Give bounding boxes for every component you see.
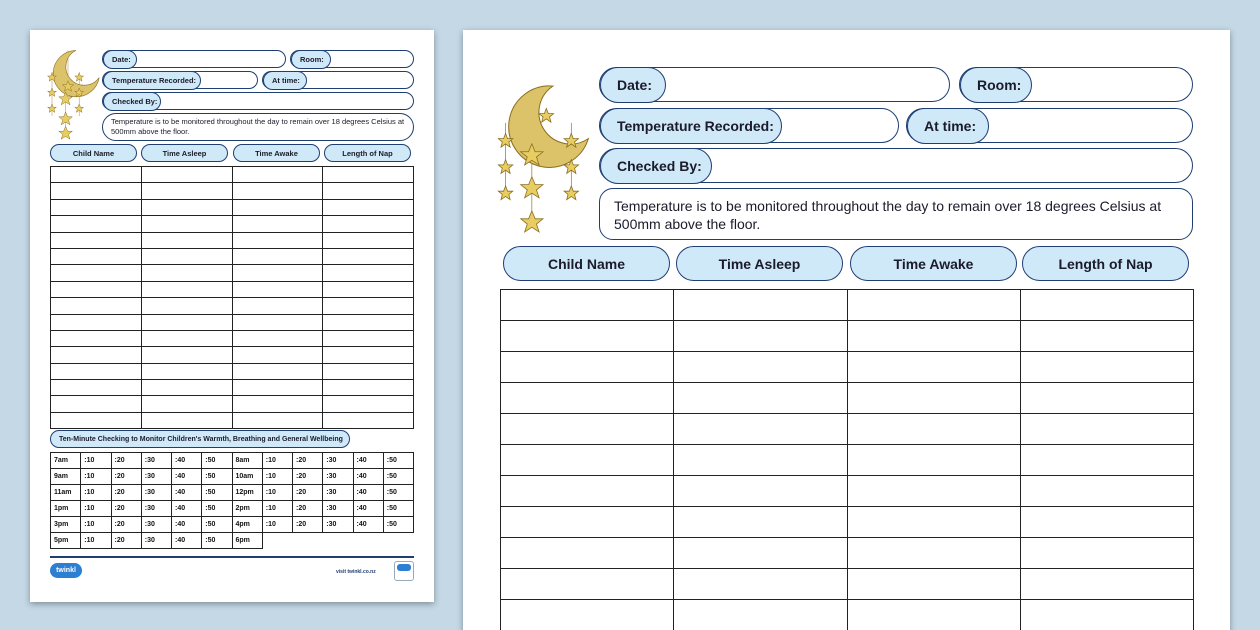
moon-stars-icon xyxy=(499,64,591,254)
table-cell[interactable] xyxy=(232,412,323,428)
time-cell[interactable]: :30 xyxy=(141,453,171,469)
table-cell[interactable] xyxy=(674,600,847,630)
time-cell[interactable]: :50 xyxy=(383,501,413,517)
table-cell[interactable] xyxy=(141,396,232,412)
date-field[interactable] xyxy=(102,50,286,68)
table-cell[interactable] xyxy=(141,330,232,346)
table-cell[interactable] xyxy=(323,183,414,199)
time-cell[interactable]: :10 xyxy=(262,453,292,469)
table-row xyxy=(51,265,414,281)
at-time-label: At time: xyxy=(263,71,307,90)
time-cell[interactable]: :10 xyxy=(81,469,111,485)
table-cell[interactable] xyxy=(51,347,142,363)
nap-log-table xyxy=(500,289,1194,630)
table-cell[interactable] xyxy=(232,347,323,363)
time-cell[interactable]: :50 xyxy=(202,533,232,549)
time-cell[interactable]: :30 xyxy=(323,485,353,501)
time-cell[interactable]: :10 xyxy=(262,517,292,533)
table-row xyxy=(51,314,414,330)
table-cell[interactable] xyxy=(501,414,674,445)
table-row xyxy=(51,363,414,379)
time-cell[interactable]: :20 xyxy=(111,485,141,501)
time-cell xyxy=(262,533,292,549)
time-cell[interactable]: :50 xyxy=(202,453,232,469)
table-cell[interactable] xyxy=(1020,445,1193,476)
table-cell[interactable] xyxy=(51,281,142,297)
table-cell[interactable] xyxy=(323,232,414,248)
time-cell[interactable]: 11am xyxy=(51,485,81,501)
time-cell[interactable]: :50 xyxy=(383,469,413,485)
column-header-child-name: Child Name xyxy=(50,144,137,162)
time-cell[interactable]: 2pm xyxy=(232,501,262,517)
table-cell[interactable] xyxy=(232,216,323,232)
table-cell[interactable] xyxy=(51,314,142,330)
table-cell[interactable] xyxy=(232,298,323,314)
time-cell[interactable]: :30 xyxy=(323,469,353,485)
room-field[interactable] xyxy=(290,50,414,68)
quality-badge-icon xyxy=(394,561,414,581)
time-cell[interactable]: :40 xyxy=(172,533,202,549)
table-cell[interactable] xyxy=(1020,476,1193,507)
time-cell[interactable]: :20 xyxy=(293,469,323,485)
time-row xyxy=(51,501,414,517)
table-cell[interactable] xyxy=(323,363,414,379)
moon-stars-icon xyxy=(48,48,104,140)
table-cell[interactable] xyxy=(501,600,674,630)
table-cell[interactable] xyxy=(1020,538,1193,569)
table-cell[interactable] xyxy=(847,414,1020,445)
time-cell[interactable]: :50 xyxy=(383,453,413,469)
time-cell xyxy=(383,533,413,549)
table-cell[interactable] xyxy=(847,569,1020,600)
table-cell[interactable] xyxy=(141,232,232,248)
table-cell[interactable] xyxy=(674,352,847,383)
time-cell[interactable]: :30 xyxy=(141,517,171,533)
table-row xyxy=(501,290,1194,321)
table-cell[interactable] xyxy=(323,298,414,314)
table-cell[interactable] xyxy=(141,216,232,232)
room-label: Room: xyxy=(960,67,1032,103)
table-cell[interactable] xyxy=(232,248,323,264)
time-cell[interactable]: 4pm xyxy=(232,517,262,533)
table-row xyxy=(51,330,414,346)
table-cell[interactable] xyxy=(1020,290,1193,321)
table-row xyxy=(51,347,414,363)
column-header-time-awake: Time Awake xyxy=(233,144,320,162)
table-row xyxy=(51,199,414,215)
time-cell[interactable]: :50 xyxy=(383,517,413,533)
table-cell[interactable] xyxy=(141,199,232,215)
time-cell[interactable]: 10am xyxy=(232,469,262,485)
checked-by-field[interactable] xyxy=(599,148,1193,183)
at-time-field[interactable] xyxy=(906,108,1193,143)
table-row xyxy=(51,216,414,232)
time-cell[interactable]: :20 xyxy=(293,517,323,533)
table-cell[interactable] xyxy=(232,199,323,215)
table-cell[interactable] xyxy=(847,290,1020,321)
date-label: Date: xyxy=(600,67,666,103)
table-cell[interactable] xyxy=(232,314,323,330)
table-cell[interactable] xyxy=(674,290,847,321)
table-cell[interactable] xyxy=(501,569,674,600)
time-cell[interactable]: :10 xyxy=(262,485,292,501)
time-row xyxy=(51,469,414,485)
table-cell[interactable] xyxy=(51,412,142,428)
time-cell[interactable]: :20 xyxy=(111,501,141,517)
table-cell[interactable] xyxy=(141,248,232,264)
time-cell[interactable]: :40 xyxy=(172,501,202,517)
time-cell[interactable]: :40 xyxy=(353,501,383,517)
room-label: Room: xyxy=(291,50,331,69)
table-cell[interactable] xyxy=(323,265,414,281)
time-cell[interactable]: :20 xyxy=(111,517,141,533)
table-cell[interactable] xyxy=(501,476,674,507)
time-cell[interactable]: :50 xyxy=(202,501,232,517)
table-cell[interactable] xyxy=(1020,569,1193,600)
table-cell[interactable] xyxy=(501,445,674,476)
table-cell[interactable] xyxy=(1020,383,1193,414)
table-cell[interactable] xyxy=(674,321,847,352)
table-row xyxy=(501,476,1194,507)
time-cell[interactable]: :50 xyxy=(383,485,413,501)
table-cell[interactable] xyxy=(501,507,674,538)
time-cell[interactable]: :20 xyxy=(293,485,323,501)
table-row xyxy=(501,569,1194,600)
temperature-label: Temperature Recorded: xyxy=(600,108,782,144)
table-cell[interactable] xyxy=(232,363,323,379)
table-cell[interactable] xyxy=(51,396,142,412)
checked-by-label: Checked By: xyxy=(600,148,712,184)
table-cell[interactable] xyxy=(323,167,414,183)
table-cell[interactable] xyxy=(141,412,232,428)
table-cell[interactable] xyxy=(232,167,323,183)
time-cell[interactable]: :30 xyxy=(323,501,353,517)
table-row xyxy=(501,352,1194,383)
time-cell[interactable]: :10 xyxy=(81,485,111,501)
time-cell[interactable]: :20 xyxy=(293,453,323,469)
table-cell[interactable] xyxy=(674,414,847,445)
time-cell[interactable]: 1pm xyxy=(51,501,81,517)
time-row xyxy=(51,453,414,469)
time-cell[interactable]: :10 xyxy=(262,469,292,485)
table-row xyxy=(501,507,1194,538)
time-cell xyxy=(353,533,383,549)
temperature-field[interactable] xyxy=(102,71,258,89)
time-cell[interactable]: :10 xyxy=(262,501,292,517)
date-field[interactable] xyxy=(599,67,950,102)
footer-url: visit twinkl.co.nz xyxy=(336,569,376,575)
time-cell[interactable]: :20 xyxy=(111,469,141,485)
table-row xyxy=(51,380,414,396)
table-row xyxy=(51,248,414,264)
time-cell[interactable]: :30 xyxy=(141,485,171,501)
table-cell[interactable] xyxy=(51,363,142,379)
table-cell[interactable] xyxy=(51,265,142,281)
time-cell[interactable]: 9am xyxy=(51,469,81,485)
time-cell[interactable]: 3pm xyxy=(51,517,81,533)
table-cell[interactable] xyxy=(323,248,414,264)
table-cell[interactable] xyxy=(1020,352,1193,383)
table-cell[interactable] xyxy=(674,538,847,569)
table-cell[interactable] xyxy=(323,396,414,412)
time-cell xyxy=(323,533,353,549)
ten-minute-table xyxy=(50,452,414,549)
table-cell[interactable] xyxy=(232,396,323,412)
table-cell[interactable] xyxy=(847,352,1020,383)
table-cell[interactable] xyxy=(323,199,414,215)
time-cell[interactable]: :50 xyxy=(202,485,232,501)
table-row xyxy=(51,412,414,428)
temperature-note: Temperature is to be monitored throughout the day to remain over 18 degrees Celsius at 500mm above the floor. xyxy=(599,188,1193,240)
time-cell[interactable]: :40 xyxy=(172,469,202,485)
column-header-child-name: Child Name xyxy=(503,246,670,281)
table-cell[interactable] xyxy=(323,347,414,363)
column-header-time-asleep: Time Asleep xyxy=(676,246,843,281)
footer-divider xyxy=(50,556,414,558)
worksheet-preview-small xyxy=(30,30,434,602)
table-cell[interactable] xyxy=(51,380,142,396)
column-header-length-of-nap: Length of Nap xyxy=(1022,246,1189,281)
table-cell[interactable] xyxy=(847,476,1020,507)
table-cell[interactable] xyxy=(674,445,847,476)
time-cell[interactable]: :20 xyxy=(111,453,141,469)
time-cell[interactable]: :30 xyxy=(323,453,353,469)
table-cell[interactable] xyxy=(847,507,1020,538)
time-cell[interactable]: :50 xyxy=(202,517,232,533)
table-cell[interactable] xyxy=(501,383,674,414)
table-cell[interactable] xyxy=(232,330,323,346)
table-cell[interactable] xyxy=(501,538,674,569)
date-label: Date: xyxy=(103,50,137,69)
table-cell[interactable] xyxy=(141,347,232,363)
column-header-length-of-nap: Length of Nap xyxy=(324,144,411,162)
table-row xyxy=(501,414,1194,445)
table-cell[interactable] xyxy=(141,281,232,297)
time-cell[interactable]: :50 xyxy=(202,469,232,485)
table-cell[interactable] xyxy=(51,167,142,183)
table-cell[interactable] xyxy=(141,314,232,330)
table-cell[interactable] xyxy=(141,298,232,314)
temperature-field[interactable] xyxy=(599,108,899,143)
time-cell[interactable]: :30 xyxy=(141,469,171,485)
table-cell[interactable] xyxy=(232,380,323,396)
time-cell xyxy=(293,533,323,549)
time-cell[interactable]: :10 xyxy=(81,517,111,533)
table-cell[interactable] xyxy=(323,330,414,346)
time-cell[interactable]: :40 xyxy=(172,485,202,501)
time-cell[interactable]: :20 xyxy=(111,533,141,549)
table-cell[interactable] xyxy=(51,183,142,199)
table-cell[interactable] xyxy=(323,314,414,330)
time-cell[interactable]: :40 xyxy=(172,453,202,469)
table-cell[interactable] xyxy=(501,321,674,352)
table-cell[interactable] xyxy=(51,216,142,232)
table-cell[interactable] xyxy=(141,183,232,199)
at-time-label: At time: xyxy=(907,108,989,144)
table-cell[interactable] xyxy=(847,445,1020,476)
table-row xyxy=(501,445,1194,476)
table-cell[interactable] xyxy=(51,330,142,346)
table-cell[interactable] xyxy=(232,183,323,199)
table-cell[interactable] xyxy=(674,383,847,414)
time-cell[interactable]: :10 xyxy=(81,501,111,517)
table-cell[interactable] xyxy=(674,476,847,507)
time-cell[interactable]: 6pm xyxy=(232,533,262,549)
time-cell[interactable]: :40 xyxy=(353,469,383,485)
room-field[interactable] xyxy=(959,67,1193,102)
table-cell[interactable] xyxy=(141,380,232,396)
at-time-field[interactable] xyxy=(262,71,414,89)
worksheet-preview-large xyxy=(463,30,1230,630)
table-row xyxy=(501,600,1194,630)
column-header-time-asleep: Time Asleep xyxy=(141,144,228,162)
table-row xyxy=(51,167,414,183)
table-row xyxy=(501,321,1194,352)
table-cell[interactable] xyxy=(501,290,674,321)
time-cell[interactable]: :30 xyxy=(141,533,171,549)
table-cell[interactable] xyxy=(1020,414,1193,445)
time-cell[interactable]: 5pm xyxy=(51,533,81,549)
table-cell[interactable] xyxy=(847,600,1020,630)
time-cell[interactable]: :40 xyxy=(353,517,383,533)
time-cell[interactable]: :10 xyxy=(81,533,111,549)
table-cell[interactable] xyxy=(51,232,142,248)
table-cell[interactable] xyxy=(1020,600,1193,630)
table-cell[interactable] xyxy=(1020,507,1193,538)
twinkl-logo: twinkl xyxy=(50,563,82,578)
checked-by-field[interactable] xyxy=(102,92,414,110)
table-cell[interactable] xyxy=(674,507,847,538)
table-cell[interactable] xyxy=(323,412,414,428)
table-cell[interactable] xyxy=(51,199,142,215)
time-cell[interactable]: 8am xyxy=(232,453,262,469)
time-cell[interactable]: 7am xyxy=(51,453,81,469)
table-cell[interactable] xyxy=(232,281,323,297)
time-row xyxy=(51,517,414,533)
table-cell[interactable] xyxy=(323,281,414,297)
table-cell[interactable] xyxy=(323,216,414,232)
table-cell[interactable] xyxy=(847,538,1020,569)
time-row xyxy=(51,533,414,549)
table-cell[interactable] xyxy=(847,383,1020,414)
time-cell[interactable]: :40 xyxy=(353,453,383,469)
table-cell[interactable] xyxy=(232,232,323,248)
table-row xyxy=(51,298,414,314)
table-row xyxy=(51,232,414,248)
time-cell[interactable]: :30 xyxy=(323,517,353,533)
table-cell[interactable] xyxy=(232,265,323,281)
table-cell[interactable] xyxy=(141,363,232,379)
table-row xyxy=(501,538,1194,569)
time-cell[interactable]: :40 xyxy=(353,485,383,501)
ten-minute-title: Ten-Minute Checking to Monitor Children's Warmth, Breathing and General Wellbeing xyxy=(50,430,350,448)
time-cell[interactable]: :10 xyxy=(81,453,111,469)
checked-by-label: Checked By: xyxy=(103,92,161,111)
table-cell[interactable] xyxy=(141,167,232,183)
temperature-label: Temperature Recorded: xyxy=(103,71,201,90)
time-cell[interactable]: :30 xyxy=(141,501,171,517)
table-cell[interactable] xyxy=(847,321,1020,352)
time-row xyxy=(51,485,414,501)
column-header-time-awake: Time Awake xyxy=(850,246,1017,281)
table-row xyxy=(51,281,414,297)
table-cell[interactable] xyxy=(51,298,142,314)
time-cell[interactable]: 12pm xyxy=(232,485,262,501)
table-row xyxy=(501,383,1194,414)
table-row xyxy=(51,396,414,412)
table-cell[interactable] xyxy=(141,265,232,281)
table-cell[interactable] xyxy=(51,248,142,264)
temperature-note: Temperature is to be monitored throughout the day to remain over 18 degrees Celsius at 500mm above the floor. xyxy=(102,113,414,141)
time-cell[interactable]: :40 xyxy=(172,517,202,533)
table-cell[interactable] xyxy=(1020,321,1193,352)
table-cell[interactable] xyxy=(674,569,847,600)
table-cell[interactable] xyxy=(501,352,674,383)
table-cell[interactable] xyxy=(323,380,414,396)
time-cell[interactable]: :20 xyxy=(293,501,323,517)
table-row xyxy=(51,183,414,199)
nap-log-table xyxy=(50,166,414,429)
